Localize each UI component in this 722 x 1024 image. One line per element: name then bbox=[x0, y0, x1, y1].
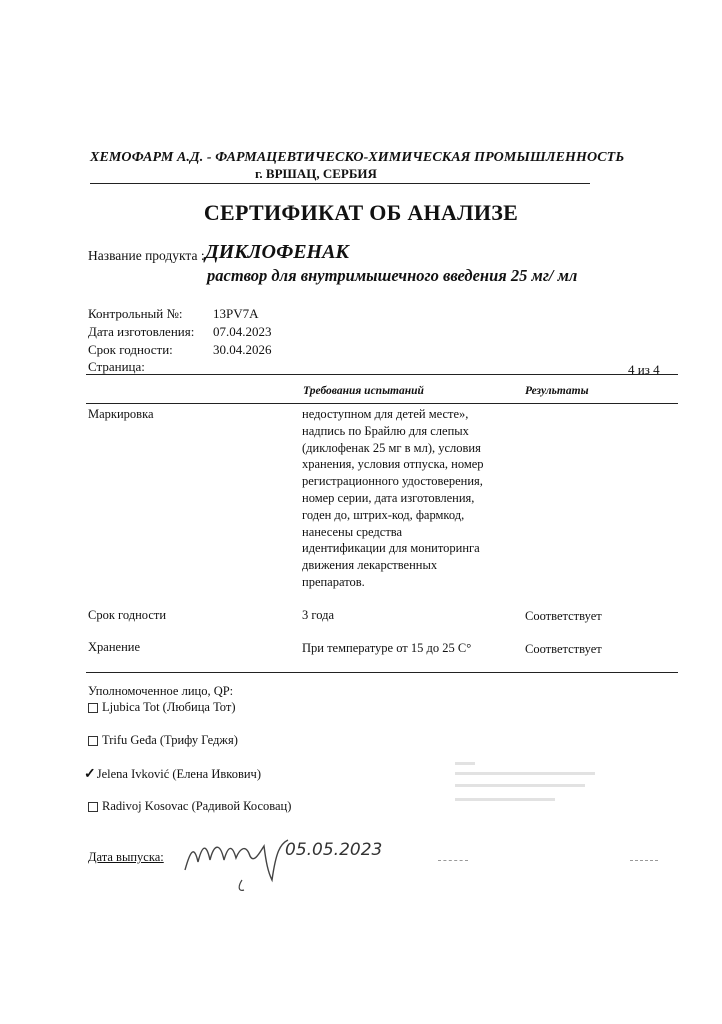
signatory-name: Radivoj Kosovac (Радивой Косовац) bbox=[102, 799, 292, 813]
info-divider bbox=[86, 374, 678, 375]
requirements-header: Требования испытаний bbox=[303, 385, 424, 397]
requirement-line: годен до, штрих-код, фармкод, bbox=[302, 507, 465, 522]
qp-label: Уполномоченное лицо, QP: bbox=[88, 684, 234, 698]
requirement-line: недоступном для детей месте», bbox=[302, 407, 469, 421]
table-header-divider bbox=[86, 403, 678, 404]
requirement-line: (диклофенак 25 мг в мл), условия bbox=[302, 440, 481, 455]
row-requirement-storage: При температуре от 15 до 25 С° bbox=[302, 641, 472, 655]
requirement-line: движения лекарственных bbox=[302, 558, 438, 573]
checkbox-unchecked bbox=[88, 802, 98, 812]
company-name: ХЕМОФАРМ А.Д. - ФАРМАЦЕВТИЧЕСКО-ХИМИЧЕСКАЯ ПРОМЫШЛЕННОСТЬ bbox=[90, 150, 625, 165]
decorative-line bbox=[630, 860, 658, 861]
row-name-shelf-life: Срок годности bbox=[88, 608, 167, 622]
requirement-line: нанесены средства bbox=[302, 524, 403, 539]
page-number: 4 из 4 bbox=[628, 362, 660, 377]
requirement-line: препаратов. bbox=[302, 574, 365, 589]
checkbox-unchecked bbox=[88, 736, 98, 746]
row-name-marking: Маркировка bbox=[88, 407, 154, 421]
decorative-line bbox=[438, 860, 468, 861]
checkbox-unchecked bbox=[88, 703, 98, 713]
signatory-name: Ljubica Tot (Любица Тот) bbox=[102, 700, 236, 714]
release-date-label: Дата выпуска: bbox=[88, 850, 164, 864]
requirement-line: регистрационного удостоверения, bbox=[302, 474, 483, 489]
manufacture-date-value: 07.04.2023 bbox=[213, 324, 272, 339]
signatory-name: Trifu Geđa (Трифу Геджя) bbox=[102, 733, 238, 747]
results-header: Результаты bbox=[525, 385, 589, 397]
company-city: г. ВРШАЦ, СЕРБИЯ bbox=[255, 166, 377, 181]
signatory-jelena-ivkovic bbox=[84, 766, 261, 783]
control-number-label: Контрольный №: bbox=[88, 306, 183, 321]
page-label: Страница: bbox=[88, 359, 145, 374]
signatory-radivoj-kosovac bbox=[88, 799, 291, 814]
faint-stamp bbox=[455, 758, 605, 808]
signatory-name: Jelena Ivković (Елена Ивкович) bbox=[96, 767, 262, 781]
control-number-value: 13PV7A bbox=[213, 306, 259, 321]
row-name-storage: Хранение bbox=[88, 640, 140, 654]
expiry-date-label: Срок годности: bbox=[88, 342, 173, 357]
product-description: раствор для внутримышечного введения 25 мг/ мл bbox=[207, 266, 578, 285]
requirement-line: номер серии, дата изготовления, bbox=[302, 490, 475, 505]
requirement-line: надпись по Брайлю для слепых bbox=[302, 423, 469, 438]
requirement-line: хранения, условия отпуска, номер bbox=[302, 457, 484, 472]
requirement-line: идентификации для мониторинга bbox=[302, 541, 480, 556]
product-label: Название продукта : bbox=[88, 248, 205, 263]
row-requirement-marking bbox=[302, 406, 527, 591]
checkmark-icon: ✓ bbox=[84, 767, 96, 782]
manufacture-date-label: Дата изготовления: bbox=[88, 324, 195, 339]
product-name: ДИКЛОФЕНАК bbox=[205, 241, 349, 263]
row-requirement-shelf-life: 3 года bbox=[302, 608, 334, 622]
header-underline bbox=[90, 183, 590, 184]
signatory-trifu-geda bbox=[88, 733, 238, 748]
row-result-storage: Соответствует bbox=[525, 642, 602, 656]
handwritten-signature bbox=[180, 832, 300, 894]
release-date-handwritten: 05.05.2023 bbox=[285, 840, 383, 860]
row-result-shelf-life: Соответствует bbox=[525, 609, 602, 623]
table-bottom-divider bbox=[86, 672, 678, 673]
expiry-date-value: 30.04.2026 bbox=[213, 342, 272, 357]
document-title: СЕРТИФИКАТ ОБ АНАЛИЗЕ bbox=[203, 200, 519, 225]
signatory-ljubica-tot bbox=[88, 700, 235, 715]
